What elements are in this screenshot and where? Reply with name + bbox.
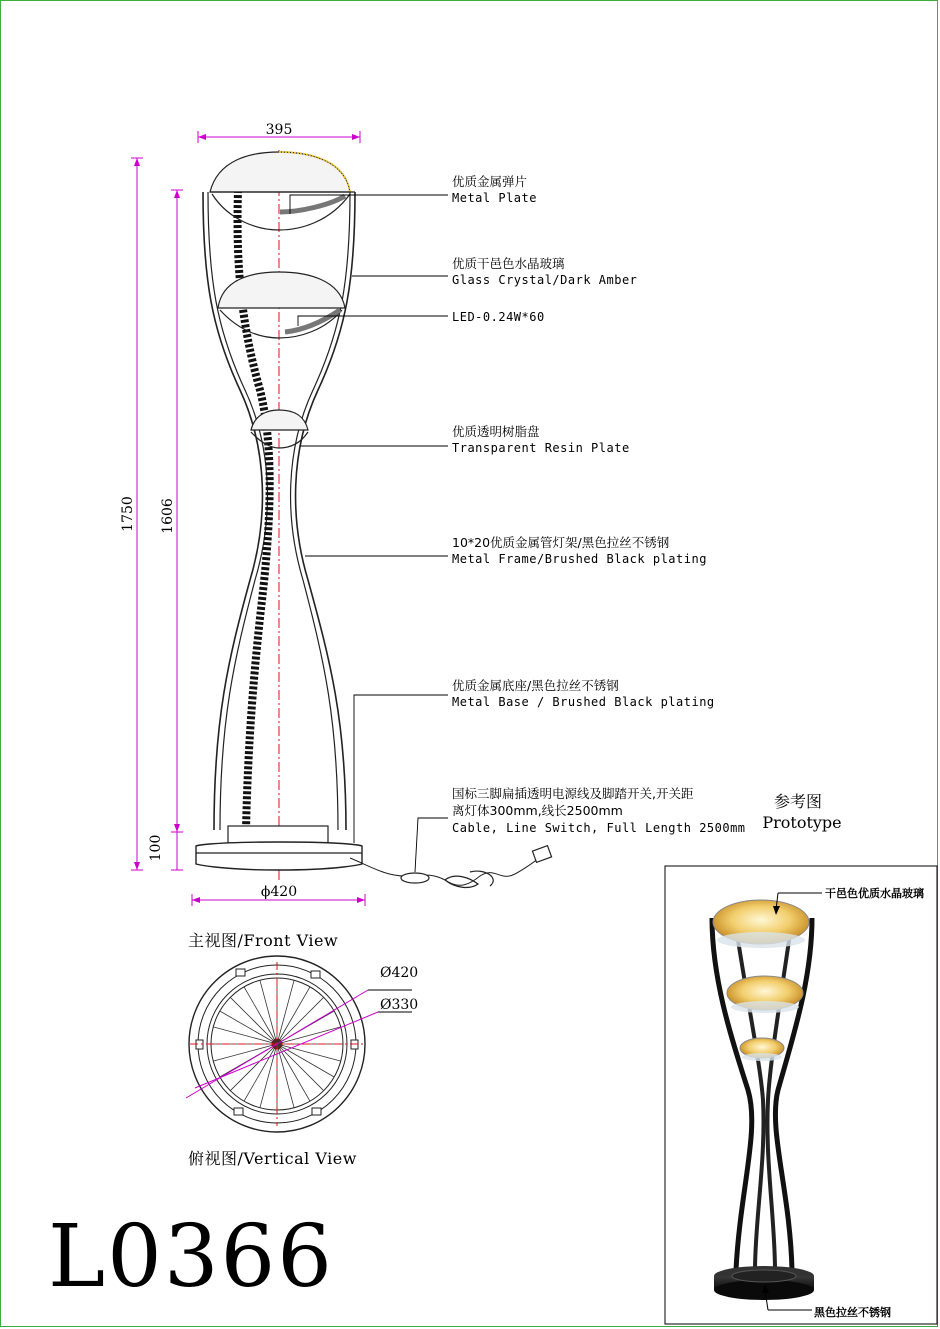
plan-dim-outer: Ø420 [380,965,419,981]
label-cable-line2: 离灯体300mm,线长2500mm [452,803,623,818]
dim-base-diameter: ϕ420 [260,884,298,900]
plan-spoke [277,1027,341,1044]
plan-spoke [260,1044,277,1108]
label-metal-base-cn: 优质金属底座/黑色拉丝不锈钢 [452,678,619,693]
label-metal-plate-en: Metal Plate [452,191,537,205]
part-labels [452,174,746,835]
label-led: LED-0.24W*60 [452,310,545,324]
prototype-callout-glass: 干邑色优质水晶玻璃 [825,887,924,900]
label-metal-base-en: Metal Base / Brushed Black plating [452,695,715,709]
label-metal-frame-cn: 10*20优质金属管灯架/黑色拉丝不锈钢 [452,535,670,550]
label-glass-crystal-en: Glass Crystal/Dark Amber [452,273,638,287]
dim-total-height: 1750 [120,496,136,532]
prototype-title-cn: 参考图 [773,792,823,811]
plan-spoke [277,980,294,1044]
dim-top-width: 395 [265,122,293,138]
label-cable-line1: 国标三脚扁插透明电源线及脚踏开关,开关距 [452,786,694,801]
vertical-view-title: 俯视图/Vertical View [188,1149,357,1168]
prototype-title-en: Prototype [762,813,842,832]
label-resin-plate-en: Transparent Resin Plate [452,441,630,455]
label-metal-frame-en: Metal Frame/Brushed Black plating [452,552,707,566]
prototype-callout-steel: 黑色拉丝不锈钢 [814,1306,891,1319]
label-resin-plate-cn: 优质透明树脂盘 [452,424,540,439]
label-glass-crystal-cn: 优质干邑色水晶玻璃 [452,256,565,271]
plan-spoke [213,1044,277,1061]
front-view-title: 主视图/Front View [188,931,339,950]
label-cable-line3: Cable, Line Switch, Full Length 2500mm [452,821,746,835]
dim-base-height: 100 [148,834,164,862]
plan-spoke [277,1044,294,1108]
plan-dim-inner: Ø330 [380,997,419,1013]
plan-spoke [260,980,277,1044]
dim-frame-height: 1606 [160,498,176,534]
model-number: L0366 [48,1207,334,1307]
plan-spoke [277,1044,341,1061]
plan-spoke [213,1027,277,1044]
label-metal-plate-cn: 优质金属弹片 [452,174,528,189]
